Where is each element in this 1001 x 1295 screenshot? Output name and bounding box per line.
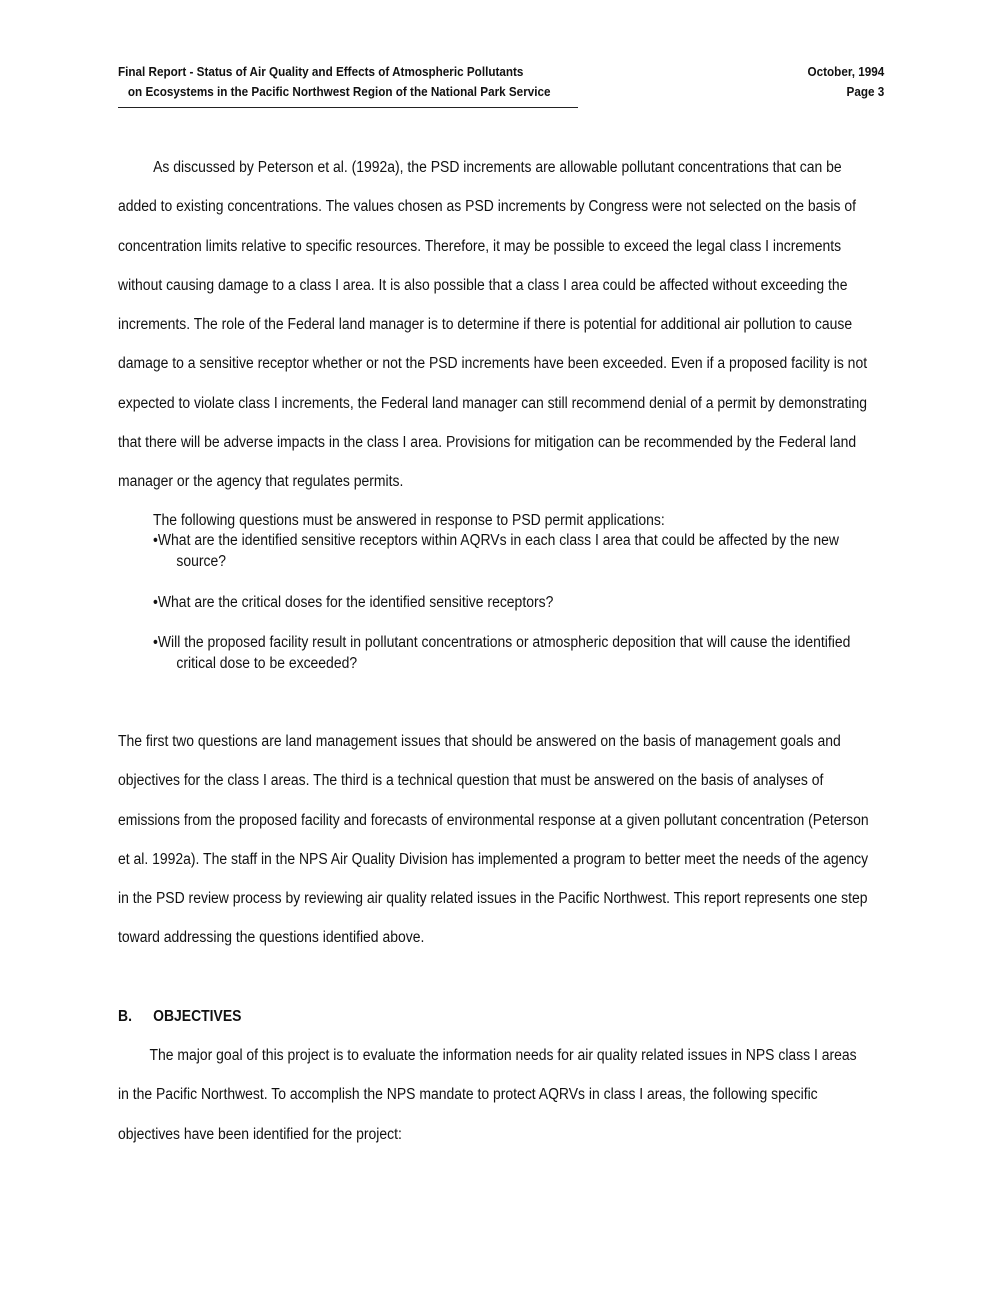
question-item-2 [153,592,553,613]
paragraph-line: without causing damage to a class I area. It is also possible that a class I area could be affected without exceeding the [118,276,848,294]
paragraph-line: The major goal of this project is to evaluate the information needs for air quality related issues in NPS class I areas [149,1047,857,1064]
paragraph-objectives [118,1036,857,1154]
section-heading-objectives [118,1006,241,1027]
paragraph-line: emissions from the proposed facility and forecasts of environmental response at a given pollutant concentration (Peterson [118,811,869,829]
question-item-3 [153,632,850,674]
paragraph-line: toward addressing the questions identified above. [118,929,425,947]
paragraph-line: manager or the agency that regulates permits. [118,473,404,491]
paragraph-line: added to existing concentrations. The values chosen as PSD increments by Congress were not selected on the basis of [118,198,856,216]
paragraph-line: concentration limits relative to specific resources. Therefore, it may be possible to exceed the legal class I increments [118,237,842,255]
paragraph-questions-discussion [118,722,869,958]
paragraph-line: in the Pacific Northwest. To accomplish the NPS mandate to protect AQRVs in class I areas, the following specific [118,1086,818,1104]
paragraph-line: As discussed by Peterson et al. (1992a), the PSD increments are allowable pollutant concentrations that can be [153,159,842,176]
question-text-continued: critical dose to be exceeded? [176,655,358,672]
page-number: Page 3 [846,84,884,99]
question-text: •Will the proposed facility result in pollutant concentrations or atmospheric deposition that will cause the identified [153,634,851,651]
paragraph-line: objectives have been identified for the project: [118,1125,402,1143]
question-item-1 [153,530,839,572]
header-rule [118,107,578,108]
paragraph-psd-increments [118,148,868,502]
paragraph-line: increments. The role of the Federal land manager is to determine if there is potential for additional air pollution to cause [118,316,853,334]
report-title-line-1: Final Report - Status of Air Quality and Effects of Atmospheric Pollutants [118,64,524,79]
question-text-continued: source? [176,553,227,570]
report-date: October, 1994 [807,64,884,79]
report-title [118,62,622,102]
section-title: OBJECTIVES [153,1008,242,1025]
paragraph-line: that there will be adverse impacts in the class I area. Provisions for mitigation can be recommended by the Federal land [118,434,857,452]
paragraph-line: et al. 1992a). The staff in the NPS Air Quality Division has implemented a program to better meet the needs of the agency [118,850,869,868]
section-number: B. [118,1008,132,1025]
paragraph-line: in the PSD review process by reviewing air quality related issues in the Pacific Northwest. This report represents one step [118,890,868,908]
question-text: •What are the critical doses for the identified sensitive receptors? [153,594,554,611]
paragraph-line: objectives for the class I areas. The third is a technical question that must be answered on the basis of analyses of [118,772,824,790]
paragraph-line: The first two questions are land management issues that should be answered on the basis of management goals and [118,733,841,750]
paragraph-line: damage to a sensitive receptor whether or not the PSD increments have been exceeded. Even if a proposed facility is not [118,355,868,373]
question-text: •What are the identified sensitive receptors within AQRVs in each class I area that could be affected by the new [153,532,839,549]
report-title-line-2: on Ecosystems in the Pacific Northwest Region of the National Park Service [127,84,551,99]
questions-intro: The following questions must be answered in response to PSD permit applications: [153,512,665,529]
report-meta [807,62,884,102]
paragraph-line: expected to violate class I increments, the Federal land manager can still recommend denial of a permit by demonstrating [118,394,868,412]
